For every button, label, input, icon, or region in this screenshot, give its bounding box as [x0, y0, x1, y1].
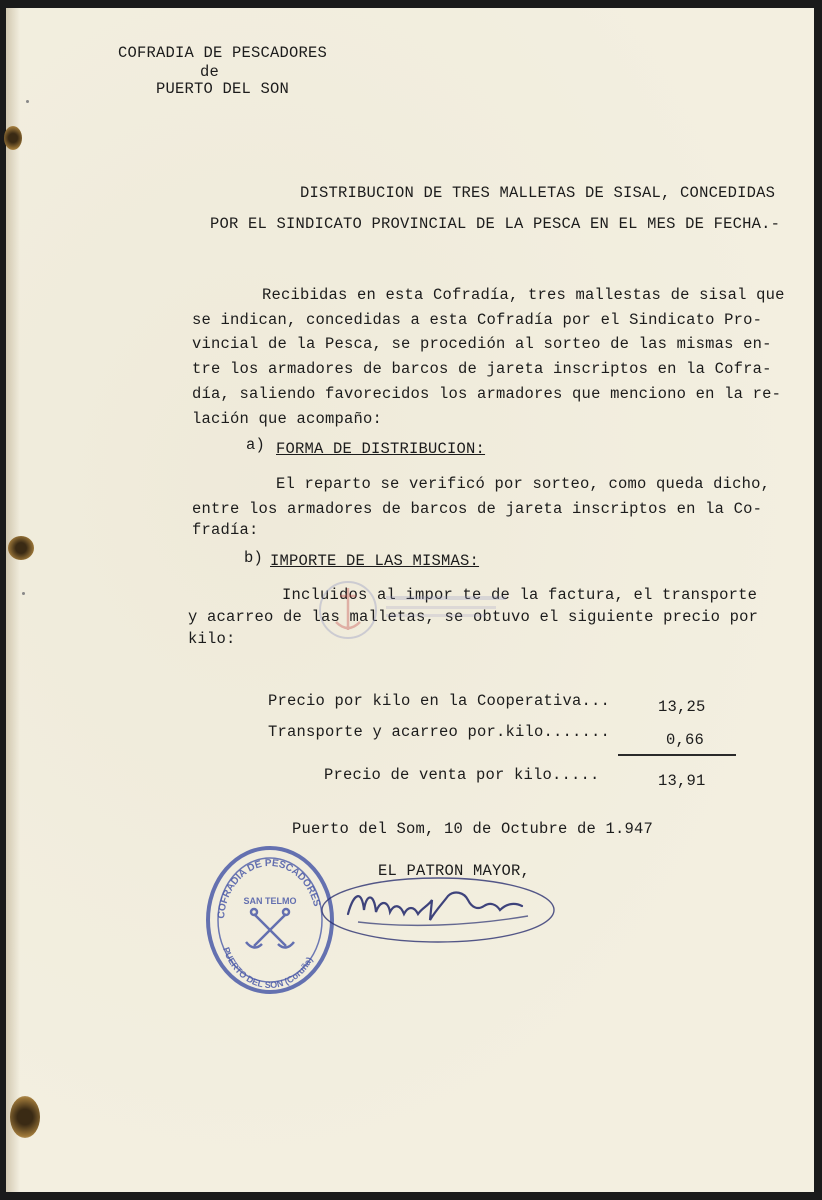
section-b-marker: b)	[244, 549, 264, 567]
place-date: Puerto del Som, 10 de Octubre de 1.947	[292, 820, 654, 838]
section-a-heading: FORMA DE DISTRIBUCION:	[276, 440, 486, 458]
header-line-3: PUERTO DEL SON	[156, 80, 290, 98]
handwritten-signature	[318, 870, 558, 950]
signatory-role: EL PATRON MAYOR,	[378, 862, 531, 880]
section-b-line-3: kilo:	[188, 630, 236, 648]
total-value: 13,91	[658, 772, 706, 790]
intro-line-6: lación que acompaño:	[192, 410, 383, 428]
crossed-anchors-icon	[246, 909, 294, 948]
price-label-cooperativa: Precio por kilo en la Cooperativa...	[268, 692, 611, 710]
header-line-2: de	[200, 63, 220, 81]
document-page	[6, 8, 814, 1192]
price-label-transporte: Transporte y acarreo por.kilo.......	[268, 723, 611, 741]
section-b-line-2: y acarreo de las malletas, se obtuvo el siguiente precio por	[188, 608, 759, 626]
total-label: Precio de venta por kilo.....	[324, 766, 600, 784]
intro-line-2: se indican, concedidas a esta Cofradía por el Sindicato Pro-	[192, 311, 763, 329]
svg-text:COFRADIA DE PESCADORES: COFRADIA DE PESCADORES	[216, 857, 323, 920]
section-b-line-1: Incluidos al impor te de la factura, el transporte	[282, 586, 758, 604]
intro-line-1: Recibidas en esta Cofradía, tres mallestas de sisal que	[262, 286, 785, 304]
svg-text:SAN TELMO: SAN TELMO	[243, 896, 297, 906]
intro-line-5: día, saliendo favorecidos los armadores que menciono en la re-	[192, 385, 782, 403]
punch-hole	[10, 1096, 40, 1138]
section-a-marker: a)	[246, 436, 266, 454]
intro-line-4: tre los armadores de barcos de jareta inscriptos en la Cofra-	[192, 360, 772, 378]
punch-hole	[8, 536, 34, 560]
price-value-transporte: 0,66	[666, 731, 705, 749]
punch-hole	[4, 126, 22, 150]
svg-text:PUERTO DEL SON (Coruña): PUERTO DEL SON (Coruña)	[221, 945, 315, 991]
title-line-1: DISTRIBUCION DE TRES MALLETAS DE SISAL, CONCEDIDAS	[300, 184, 776, 202]
header-line-1: COFRADIA DE PESCADORES	[118, 44, 328, 62]
sum-line	[618, 754, 736, 756]
section-a-line-2: entre los armadores de barcos de jareta inscriptos en la Co-	[192, 500, 763, 518]
intro-line-3: vincial de la Pesca, se procedión al sorteo de las mismas en-	[192, 335, 772, 353]
price-value-cooperativa: 13,25	[658, 698, 706, 716]
section-a-line-1: El reparto se verificó por sorteo, como queda dicho,	[276, 475, 771, 493]
title-line-2: POR EL SINDICATO PROVINCIAL DE LA PESCA EN EL MES DE FECHA.-	[210, 215, 781, 233]
archive-watermark	[318, 564, 518, 654]
section-b-heading: IMPORTE DE LAS MISMAS:	[270, 552, 480, 570]
section-a-line-3: fradía:	[192, 521, 259, 539]
